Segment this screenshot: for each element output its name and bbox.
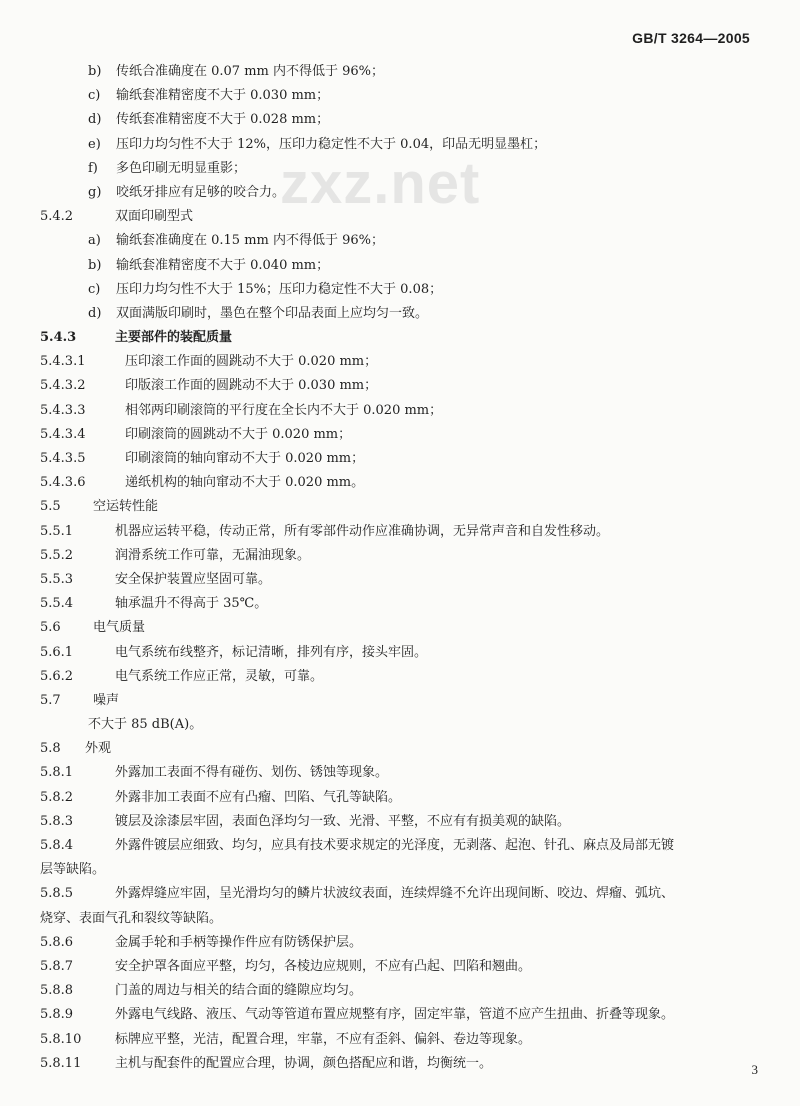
text-line bbox=[0, 765, 800, 781]
clause-text: 递纸机构的轴向窜动不大于 0.020 mm。 bbox=[125, 475, 365, 491]
text-line bbox=[0, 1032, 800, 1048]
page-number: 3 bbox=[751, 1062, 758, 1077]
text-line bbox=[0, 524, 800, 540]
clause-text: 噪声 bbox=[93, 692, 120, 708]
clause-text: 机器应运转平稳，传动正常，所有零部件动作应准确协调，无异常声音和自发性移动。 bbox=[115, 523, 610, 539]
clause-number: 5.6.1 bbox=[40, 644, 74, 660]
clause-number: 5.4.3.5 bbox=[40, 451, 86, 466]
text-line bbox=[0, 451, 800, 467]
clause-text: 外露电气线路、液压、气动等管道布置应规整有序，固定牢靠，管道不应产生扭曲、折叠等现象。 bbox=[115, 1007, 675, 1023]
text-line bbox=[0, 427, 800, 443]
clause-number: 5.8 bbox=[40, 741, 61, 757]
clause-number: 5.7 bbox=[40, 692, 61, 708]
clause-number: 5.8.7 bbox=[40, 958, 74, 974]
clause-number: 5.8.10 bbox=[40, 1031, 82, 1047]
clause-text: 烧穿、表面气孔和裂纹等缺陷。 bbox=[40, 910, 223, 926]
clause-text: 压印力均匀性不大于 15%；压印力稳定性不大于 0.08； bbox=[116, 281, 443, 297]
clause-text: 印版滚工作面的圆跳动不大于 0.030 mm； bbox=[125, 378, 378, 394]
clause-number: 5.5.3 bbox=[40, 571, 74, 587]
clause-text: 主要部件的装配质量 bbox=[115, 330, 233, 346]
clause-number: g) bbox=[88, 184, 102, 200]
text-line bbox=[0, 645, 800, 661]
clause-number: e) bbox=[88, 136, 101, 152]
clause-number: 5.5.1 bbox=[40, 523, 74, 539]
standard-code: GB/T 3264—2005 bbox=[632, 30, 750, 46]
clause-number: 5.4.3.2 bbox=[40, 378, 86, 394]
text-line bbox=[0, 499, 800, 515]
text-line bbox=[0, 693, 800, 709]
clause-number: 5.4.3 bbox=[40, 330, 77, 346]
clause-number: d) bbox=[88, 112, 102, 128]
clause-text: 外露加工表面不得有碰伤、划伤、锈蚀等现象。 bbox=[115, 765, 389, 781]
text-line bbox=[0, 1056, 800, 1072]
clause-number: 5.4.3.4 bbox=[40, 426, 86, 442]
clause-number: f) bbox=[88, 160, 98, 176]
clause-text: 电气系统布线整齐，标记清晰，排列有序，接头牢固。 bbox=[115, 644, 428, 660]
text-line bbox=[0, 282, 800, 298]
clause-number: 5.8.9 bbox=[40, 1007, 74, 1023]
clause-number: b) bbox=[88, 257, 102, 273]
text-line bbox=[0, 669, 800, 685]
clause-text: 相邻两印刷滚筒的平行度在全长内不大于 0.020 mm； bbox=[125, 402, 443, 418]
clause-number: d) bbox=[88, 305, 102, 321]
text-line bbox=[0, 475, 800, 491]
clause-text: 印刷滚筒的圆跳动不大于 0.020 mm； bbox=[125, 426, 352, 442]
clause-number: 5.8.1 bbox=[40, 765, 74, 781]
clause-text: 压印力均匀性不大于 12%，压印力稳定性不大于 0.04，印品无明显墨杠； bbox=[116, 136, 547, 152]
text-line bbox=[0, 790, 800, 806]
clause-text: 门盖的周边与相关的结合面的缝隙应均匀。 bbox=[115, 983, 363, 999]
clause-number: 5.5.2 bbox=[40, 547, 74, 563]
text-line bbox=[0, 814, 800, 830]
clause-text: 电气质量 bbox=[93, 620, 146, 636]
text-line bbox=[0, 64, 800, 80]
text-line bbox=[0, 185, 800, 201]
clause-text: 印刷滚筒的轴向窜动不大于 0.020 mm； bbox=[125, 451, 365, 466]
clause-text: 安全护罩各面应平整，均匀，各棱边应规则，不应有凸起、凹陷和翘曲。 bbox=[115, 958, 532, 974]
clause-text: 润滑系统工作可靠，无漏油现象。 bbox=[115, 547, 311, 563]
clause-text: 输纸套准精密度不大于 0.030 mm； bbox=[116, 88, 330, 104]
clause-number: a) bbox=[88, 233, 101, 249]
clause-text: 金属手轮和手柄等操作件应有防锈保护层。 bbox=[115, 934, 363, 950]
clause-text: 安全保护装置应坚固可靠。 bbox=[115, 571, 272, 587]
body-text bbox=[0, 64, 800, 1080]
text-line bbox=[0, 330, 800, 346]
clause-text: 双面印刷型式 bbox=[115, 209, 194, 225]
clause-number: 5.8.2 bbox=[40, 789, 74, 805]
text-line bbox=[0, 112, 800, 128]
clause-text: 咬纸牙排应有足够的咬合力。 bbox=[116, 184, 286, 200]
clause-text: 外露件镀层应细致、均匀，应具有技术要求规定的光泽度，无剥落、起泡、针孔、麻点及局部无镀 bbox=[115, 838, 675, 853]
clause-text: 镀层及涂漆层牢固，表面色泽均匀一致、光滑、平整，不应有有损美观的缺陷。 bbox=[115, 813, 571, 829]
text-line bbox=[0, 354, 800, 370]
clause-number: c) bbox=[88, 88, 101, 104]
clause-text: 不大于 85 dB(A)。 bbox=[88, 717, 203, 733]
clause-text: 输纸套准精密度不大于 0.040 mm； bbox=[116, 257, 330, 273]
text-line bbox=[0, 306, 800, 322]
clause-number: 5.8.8 bbox=[40, 983, 74, 999]
clause-number: 5.8.4 bbox=[40, 838, 74, 853]
text-line bbox=[0, 378, 800, 394]
clause-number: 5.8.6 bbox=[40, 934, 74, 950]
clause-number: 5.4.2 bbox=[40, 209, 74, 225]
text-line bbox=[0, 935, 800, 951]
text-line bbox=[0, 137, 800, 153]
text-line bbox=[0, 88, 800, 104]
clause-number: c) bbox=[88, 281, 101, 297]
text-line bbox=[0, 209, 800, 225]
text-line bbox=[0, 596, 800, 612]
clause-text: 标牌应平整，光洁，配置合理，牢靠，不应有歪斜、偏斜、卷边等现象。 bbox=[115, 1031, 532, 1047]
text-line bbox=[0, 983, 800, 999]
text-line bbox=[0, 258, 800, 274]
clause-text: 输纸套准确度在 0.15 mm 内不得低于 96%； bbox=[116, 233, 385, 249]
clause-text: 外露焊缝应牢固，呈光滑均匀的鳞片状波纹表面，连续焊缝不允许出现间断、咬边、焊瘤、弧坑、 bbox=[115, 886, 675, 902]
clause-number: 5.8.3 bbox=[40, 813, 74, 829]
text-line bbox=[0, 959, 800, 975]
clause-number: 5.5 bbox=[40, 499, 61, 515]
clause-text: 空运转性能 bbox=[93, 499, 159, 515]
clause-text: 传纸套准精密度不大于 0.028 mm； bbox=[116, 112, 330, 128]
text-line bbox=[0, 1007, 800, 1023]
clause-text: 双面满版印刷时，墨色在整个印品表面上应均匀一致。 bbox=[116, 305, 429, 321]
text-line bbox=[0, 572, 800, 588]
clause-text: 压印滚工作面的圆跳动不大于 0.020 mm； bbox=[125, 354, 378, 370]
clause-text: 电气系统工作应正常，灵敏，可靠。 bbox=[115, 668, 324, 684]
clause-number: b) bbox=[88, 64, 102, 79]
clause-text: 轴承温升不得高于 35℃。 bbox=[115, 596, 268, 612]
clause-number: 5.5.4 bbox=[40, 596, 74, 612]
clause-text: 外观 bbox=[85, 741, 112, 757]
clause-text: 主机与配套件的配置应合理，协调，颜色搭配应和谐，均衡统一。 bbox=[115, 1055, 493, 1071]
text-line bbox=[0, 911, 800, 927]
watermark: zxz.net bbox=[280, 151, 481, 216]
clause-text: 外露非加工表面不应有凸瘤、凹陷、气孔等缺陷。 bbox=[115, 789, 402, 805]
clause-number: 5.6.2 bbox=[40, 668, 74, 684]
clause-number: 5.6 bbox=[40, 620, 61, 636]
text-line bbox=[0, 862, 800, 878]
clause-number: 5.4.3.3 bbox=[40, 402, 86, 418]
text-line bbox=[0, 548, 800, 564]
text-line bbox=[0, 838, 800, 854]
text-line bbox=[0, 161, 800, 177]
text-line bbox=[0, 620, 800, 636]
text-line bbox=[0, 886, 800, 902]
clause-text: 层等缺陷。 bbox=[40, 862, 106, 878]
clause-text: 多色印刷无明显重影； bbox=[116, 160, 247, 176]
clause-number: 5.8.11 bbox=[40, 1055, 82, 1071]
clause-number: 5.4.3.6 bbox=[40, 475, 86, 491]
text-line bbox=[0, 717, 800, 733]
text-line bbox=[0, 233, 800, 249]
clause-number: 5.4.3.1 bbox=[40, 354, 86, 370]
text-line bbox=[0, 403, 800, 419]
clause-number: 5.8.5 bbox=[40, 886, 74, 902]
text-line bbox=[0, 741, 800, 757]
clause-text: 传纸合准确度在 0.07 mm 内不得低于 96%； bbox=[116, 64, 385, 79]
